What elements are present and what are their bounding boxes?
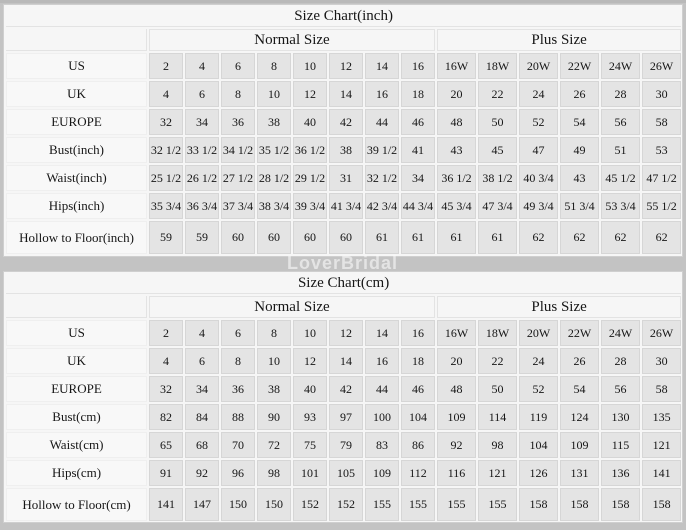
- cell: 10: [293, 53, 327, 79]
- cell: 158: [642, 488, 681, 521]
- cell: 26W: [642, 320, 681, 346]
- cell: 4: [185, 320, 219, 346]
- table-row: [6, 193, 681, 219]
- cell: 121: [478, 460, 517, 486]
- row-label: Waist(inch): [6, 165, 147, 191]
- cell: 6: [221, 53, 255, 79]
- cell: 155: [365, 488, 399, 521]
- cell: 4: [149, 348, 183, 374]
- cell: 158: [519, 488, 558, 521]
- cell: 155: [401, 488, 435, 521]
- table-row: [6, 165, 681, 191]
- cell: 36 1/2: [293, 137, 327, 163]
- cell: 36 3/4: [185, 193, 219, 219]
- size-table: [4, 5, 683, 256]
- cell: 34 1/2: [221, 137, 255, 163]
- cell: 16: [401, 320, 435, 346]
- cell: 47 3/4: [478, 193, 517, 219]
- cell: 24: [519, 348, 558, 374]
- cell: 22W: [560, 320, 599, 346]
- cell: 47 1/2: [642, 165, 681, 191]
- table-row: [6, 221, 681, 254]
- cell: 90: [257, 404, 291, 430]
- row-label: UK: [6, 348, 147, 374]
- cell: 126: [519, 460, 558, 486]
- cell: 12: [329, 53, 363, 79]
- cell: 32 1/2: [149, 137, 183, 163]
- row-label: Hips(inch): [6, 193, 147, 219]
- cell: 49: [560, 137, 599, 163]
- cell: 2: [149, 53, 183, 79]
- cell: 18: [401, 348, 435, 374]
- cell: 34: [185, 376, 219, 402]
- cell: 46: [401, 376, 435, 402]
- cell: 28: [601, 348, 640, 374]
- cell: 20W: [519, 320, 558, 346]
- cell: 16: [365, 348, 399, 374]
- cell: 40: [293, 109, 327, 135]
- cell: 56: [601, 109, 640, 135]
- row-label: Hollow to Floor(cm): [6, 488, 147, 521]
- cell: 60: [221, 221, 255, 254]
- cell: 61: [401, 221, 435, 254]
- size-chart-cm-panel: [4, 272, 682, 522]
- cell: 18W: [478, 53, 517, 79]
- cell: 48: [437, 376, 476, 402]
- cell: 112: [401, 460, 435, 486]
- cell: 50: [478, 109, 517, 135]
- row-label: Waist(cm): [6, 432, 147, 458]
- cell: 41: [401, 137, 435, 163]
- cell: 22W: [560, 53, 599, 79]
- cell: 51: [601, 137, 640, 163]
- table-row: [6, 432, 681, 458]
- cell: 38 1/2: [478, 165, 517, 191]
- cell: 8: [257, 320, 291, 346]
- cell: 18W: [478, 320, 517, 346]
- cell: 79: [329, 432, 363, 458]
- cell: 31: [329, 165, 363, 191]
- table-title: Size Chart(inch): [6, 7, 681, 27]
- row-label: Hollow to Floor(inch): [6, 221, 147, 254]
- cell: 38 3/4: [257, 193, 291, 219]
- column-group-header: Normal Size: [149, 296, 435, 318]
- cell: 26 1/2: [185, 165, 219, 191]
- table-row: [6, 376, 681, 402]
- cell: 14: [329, 81, 363, 107]
- cell: 29 1/2: [293, 165, 327, 191]
- table-row: [6, 137, 681, 163]
- column-group-header: Plus Size: [437, 29, 681, 51]
- cell: 119: [519, 404, 558, 430]
- table-row: [6, 460, 681, 486]
- cell: 12: [293, 348, 327, 374]
- cell: 36: [221, 376, 255, 402]
- cell: 152: [329, 488, 363, 521]
- cell: 38: [329, 137, 363, 163]
- cell: 54: [560, 109, 599, 135]
- column-group-header: Plus Size: [437, 296, 681, 318]
- cell: 42: [329, 376, 363, 402]
- table-row: [6, 320, 681, 346]
- cell: 93: [293, 404, 327, 430]
- cell: 52: [519, 376, 558, 402]
- cell: 58: [642, 109, 681, 135]
- cell: 42: [329, 109, 363, 135]
- cell: 136: [601, 460, 640, 486]
- cell: 40: [293, 376, 327, 402]
- cell: 24: [519, 81, 558, 107]
- cell: 25 1/2: [149, 165, 183, 191]
- cell: 141: [642, 460, 681, 486]
- cell: 38: [257, 109, 291, 135]
- cell: 155: [437, 488, 476, 521]
- table-row: [6, 404, 681, 430]
- cell: 10: [257, 348, 291, 374]
- cell: 39 1/2: [365, 137, 399, 163]
- cell: 10: [257, 81, 291, 107]
- cell: 104: [401, 404, 435, 430]
- table-title: Size Chart(cm): [6, 274, 681, 294]
- cell: 6: [185, 348, 219, 374]
- cell: 44: [365, 376, 399, 402]
- cell: 52: [519, 109, 558, 135]
- cell: 86: [401, 432, 435, 458]
- cell: 38: [257, 376, 291, 402]
- cell: 12: [293, 81, 327, 107]
- cell: 6: [221, 320, 255, 346]
- cell: 98: [257, 460, 291, 486]
- cell: 14: [365, 53, 399, 79]
- cell: 4: [149, 81, 183, 107]
- cell: 96: [221, 460, 255, 486]
- cell: 105: [329, 460, 363, 486]
- row-label: UK: [6, 81, 147, 107]
- cell: 60: [257, 221, 291, 254]
- cell: 116: [437, 460, 476, 486]
- cell: 22: [478, 81, 517, 107]
- cell: 61: [478, 221, 517, 254]
- cell: 8: [221, 348, 255, 374]
- cell: 60: [293, 221, 327, 254]
- cell: 39 3/4: [293, 193, 327, 219]
- cell: 65: [149, 432, 183, 458]
- cell: 40 3/4: [519, 165, 558, 191]
- size-table: [4, 272, 683, 523]
- cell: 26: [560, 348, 599, 374]
- table-row: [6, 348, 681, 374]
- cell: 141: [149, 488, 183, 521]
- row-label: EUROPE: [6, 376, 147, 402]
- cell: 49 3/4: [519, 193, 558, 219]
- watermark: LoverBridal: [287, 253, 399, 273]
- cell: 42 3/4: [365, 193, 399, 219]
- cell: 43: [560, 165, 599, 191]
- cell: 32: [149, 376, 183, 402]
- cell: 158: [560, 488, 599, 521]
- cell: 54: [560, 376, 599, 402]
- cell: 56: [601, 376, 640, 402]
- cell: 131: [560, 460, 599, 486]
- cell: 18: [401, 81, 435, 107]
- cell: 47: [519, 137, 558, 163]
- cell: 60: [329, 221, 363, 254]
- cell: 8: [221, 81, 255, 107]
- cell: 41 3/4: [329, 193, 363, 219]
- cell: 104: [519, 432, 558, 458]
- cell: 62: [519, 221, 558, 254]
- cell: 150: [257, 488, 291, 521]
- cell: 83: [365, 432, 399, 458]
- cell: 53 3/4: [601, 193, 640, 219]
- cell: 45 1/2: [601, 165, 640, 191]
- cell: 20: [437, 81, 476, 107]
- corner-cell: [6, 29, 147, 51]
- cell: 14: [365, 320, 399, 346]
- cell: 59: [185, 221, 219, 254]
- cell: 70: [221, 432, 255, 458]
- cell: 30: [642, 348, 681, 374]
- cell: 135: [642, 404, 681, 430]
- cell: 55 1/2: [642, 193, 681, 219]
- cell: 6: [185, 81, 219, 107]
- cell: 53: [642, 137, 681, 163]
- cell: 14: [329, 348, 363, 374]
- cell: 101: [293, 460, 327, 486]
- cell: 98: [478, 432, 517, 458]
- cell: 121: [642, 432, 681, 458]
- cell: 130: [601, 404, 640, 430]
- cell: 124: [560, 404, 599, 430]
- cell: 72: [257, 432, 291, 458]
- cell: 91: [149, 460, 183, 486]
- cell: 33 1/2: [185, 137, 219, 163]
- cell: 75: [293, 432, 327, 458]
- cell: 27 1/2: [221, 165, 255, 191]
- cell: 24W: [601, 320, 640, 346]
- column-group-header: Normal Size: [149, 29, 435, 51]
- cell: 155: [478, 488, 517, 521]
- cell: 16W: [437, 53, 476, 79]
- table-row: [6, 488, 681, 521]
- table-row: [6, 81, 681, 107]
- cell: 35 3/4: [149, 193, 183, 219]
- cell: 48: [437, 109, 476, 135]
- cell: 16W: [437, 320, 476, 346]
- cell: 24W: [601, 53, 640, 79]
- cell: 147: [185, 488, 219, 521]
- row-label: Bust(inch): [6, 137, 147, 163]
- cell: 61: [437, 221, 476, 254]
- cell: 158: [601, 488, 640, 521]
- cell: 32 1/2: [365, 165, 399, 191]
- cell: 20W: [519, 53, 558, 79]
- cell: 82: [149, 404, 183, 430]
- cell: 8: [257, 53, 291, 79]
- cell: 109: [365, 460, 399, 486]
- cell: 16: [365, 81, 399, 107]
- row-label: Bust(cm): [6, 404, 147, 430]
- row-label: Hips(cm): [6, 460, 147, 486]
- cell: 50: [478, 376, 517, 402]
- cell: 92: [437, 432, 476, 458]
- cell: 22: [478, 348, 517, 374]
- size-chart-inch-panel: [4, 5, 682, 256]
- cell: 26W: [642, 53, 681, 79]
- cell: 2: [149, 320, 183, 346]
- cell: 43: [437, 137, 476, 163]
- cell: 36 1/2: [437, 165, 476, 191]
- cell: 44 3/4: [401, 193, 435, 219]
- cell: 62: [560, 221, 599, 254]
- cell: 28: [601, 81, 640, 107]
- cell: 109: [437, 404, 476, 430]
- cell: 10: [293, 320, 327, 346]
- cell: 88: [221, 404, 255, 430]
- cell: 115: [601, 432, 640, 458]
- cell: 37 3/4: [221, 193, 255, 219]
- cell: 68: [185, 432, 219, 458]
- cell: 92: [185, 460, 219, 486]
- cell: 44: [365, 109, 399, 135]
- cell: 109: [560, 432, 599, 458]
- cell: 46: [401, 109, 435, 135]
- cell: 150: [221, 488, 255, 521]
- cell: 34: [401, 165, 435, 191]
- cell: 59: [149, 221, 183, 254]
- cell: 114: [478, 404, 517, 430]
- cell: 4: [185, 53, 219, 79]
- cell: 51 3/4: [560, 193, 599, 219]
- cell: 20: [437, 348, 476, 374]
- cell: 62: [601, 221, 640, 254]
- row-label: US: [6, 53, 147, 79]
- corner-cell: [6, 296, 147, 318]
- cell: 26: [560, 81, 599, 107]
- row-label: US: [6, 320, 147, 346]
- table-row: [6, 109, 681, 135]
- cell: 45 3/4: [437, 193, 476, 219]
- cell: 32: [149, 109, 183, 135]
- cell: 152: [293, 488, 327, 521]
- cell: 16: [401, 53, 435, 79]
- cell: 100: [365, 404, 399, 430]
- cell: 84: [185, 404, 219, 430]
- cell: 45: [478, 137, 517, 163]
- cell: 12: [329, 320, 363, 346]
- row-label: EUROPE: [6, 109, 147, 135]
- cell: 28 1/2: [257, 165, 291, 191]
- cell: 30: [642, 81, 681, 107]
- cell: 97: [329, 404, 363, 430]
- cell: 35 1/2: [257, 137, 291, 163]
- cell: 61: [365, 221, 399, 254]
- cell: 36: [221, 109, 255, 135]
- cell: 58: [642, 376, 681, 402]
- cell: 62: [642, 221, 681, 254]
- cell: 34: [185, 109, 219, 135]
- table-row: [6, 53, 681, 79]
